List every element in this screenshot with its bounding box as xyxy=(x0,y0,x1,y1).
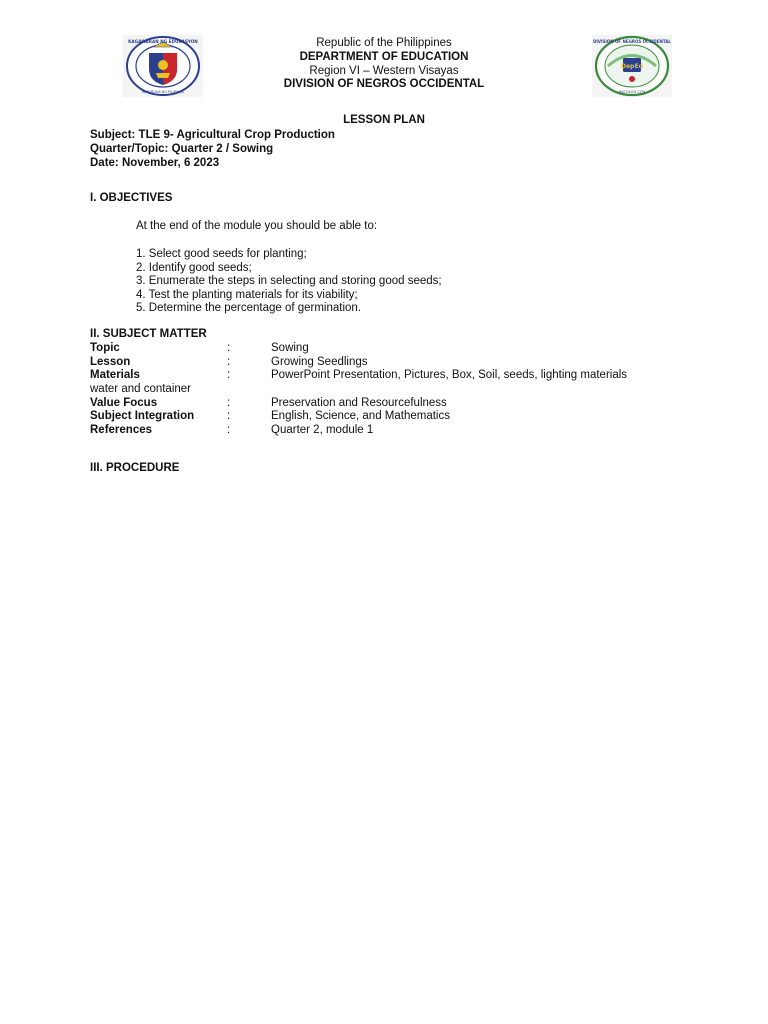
letterhead-region: Region VI – Western Visayas xyxy=(309,64,459,77)
row-value: Growing Seedlings xyxy=(271,355,368,368)
table-row xyxy=(90,356,690,370)
row-key: Subject Integration xyxy=(90,410,195,423)
row-key: Topic xyxy=(90,342,120,354)
right-seal-sub-lettering: BACOLOD CITY xyxy=(618,90,646,94)
right-seal-badge-lettering: DepEd xyxy=(621,63,643,70)
meta-date: Date: November, 6 2023 xyxy=(90,156,220,169)
materials-wrap-text: water and container xyxy=(90,383,192,396)
table-row xyxy=(90,410,690,424)
row-key: References xyxy=(90,424,153,437)
letterhead xyxy=(234,37,534,92)
deped-seal-logo xyxy=(123,35,203,97)
table-row xyxy=(90,342,690,356)
row-key: Materials xyxy=(90,369,140,382)
row-value: Quarter 2, module 1 xyxy=(271,424,374,437)
table-row xyxy=(90,397,690,411)
list-item: 4. Test the planting materials for its viability; xyxy=(136,288,358,301)
row-key: Lesson xyxy=(90,355,131,368)
list-item: 1. Select good seeds for planting; xyxy=(136,248,307,260)
letterhead-division: DIVISION OF NEGROS OCCIDENTAL xyxy=(283,78,485,91)
subject-matter-heading: II. SUBJECT MATTER xyxy=(90,328,207,340)
left-seal-sub-lettering: REPUBLIKA NG PILIPINAS xyxy=(141,90,185,94)
letterhead-department: DEPARTMENT OF EDUCATION xyxy=(299,50,469,63)
list-item: 2. Identify good seeds; xyxy=(136,261,252,274)
deped-seal-icon xyxy=(123,35,203,97)
table-row xyxy=(90,369,690,383)
procedure-heading: III. PROCEDURE xyxy=(90,462,180,474)
objectives-heading: I. OBJECTIVES xyxy=(90,192,173,204)
left-seal-lettering: KAGAWARAN NG EDUKASYON xyxy=(128,39,198,44)
objectives-intro: At the end of the module you should be able to: xyxy=(136,220,378,232)
letterhead-republic: Republic of the Philippines xyxy=(316,37,452,49)
table-row-wrap xyxy=(90,383,690,397)
row-value: English, Science, and Mathematics xyxy=(271,410,450,423)
row-colon: : xyxy=(227,424,231,437)
objectives-list xyxy=(136,248,442,316)
meta-subject: Subject: TLE 9- Agricultural Crop Production xyxy=(90,129,335,141)
list-item: 3. Enumerate the steps in selecting and storing good seeds; xyxy=(136,275,442,288)
row-key: Value Focus xyxy=(90,396,158,409)
row-colon: : xyxy=(227,342,231,354)
row-colon: : xyxy=(227,396,231,409)
document-title: LESSON PLAN xyxy=(343,114,425,126)
row-value: Sowing xyxy=(271,342,309,354)
meta-quarter: Quarter/Topic: Quarter 2 / Sowing xyxy=(90,142,274,155)
list-item: 5. Determine the percentage of germination. xyxy=(136,302,362,315)
row-colon: : xyxy=(227,369,231,382)
row-value: Preservation and Resourcefulness xyxy=(271,396,447,409)
table-row xyxy=(90,424,690,438)
right-seal-lettering: DIVISION OF NEGROS OCCIDENTAL xyxy=(593,39,671,44)
lesson-meta xyxy=(90,129,335,170)
division-seal-logo xyxy=(592,35,672,97)
row-colon: : xyxy=(227,410,231,423)
row-colon: : xyxy=(227,355,231,368)
row-value: PowerPoint Presentation, Pictures, Box, Soil, seeds, lighting materials xyxy=(271,369,628,382)
subject-matter-table xyxy=(90,342,690,438)
division-seal-icon xyxy=(592,35,672,97)
